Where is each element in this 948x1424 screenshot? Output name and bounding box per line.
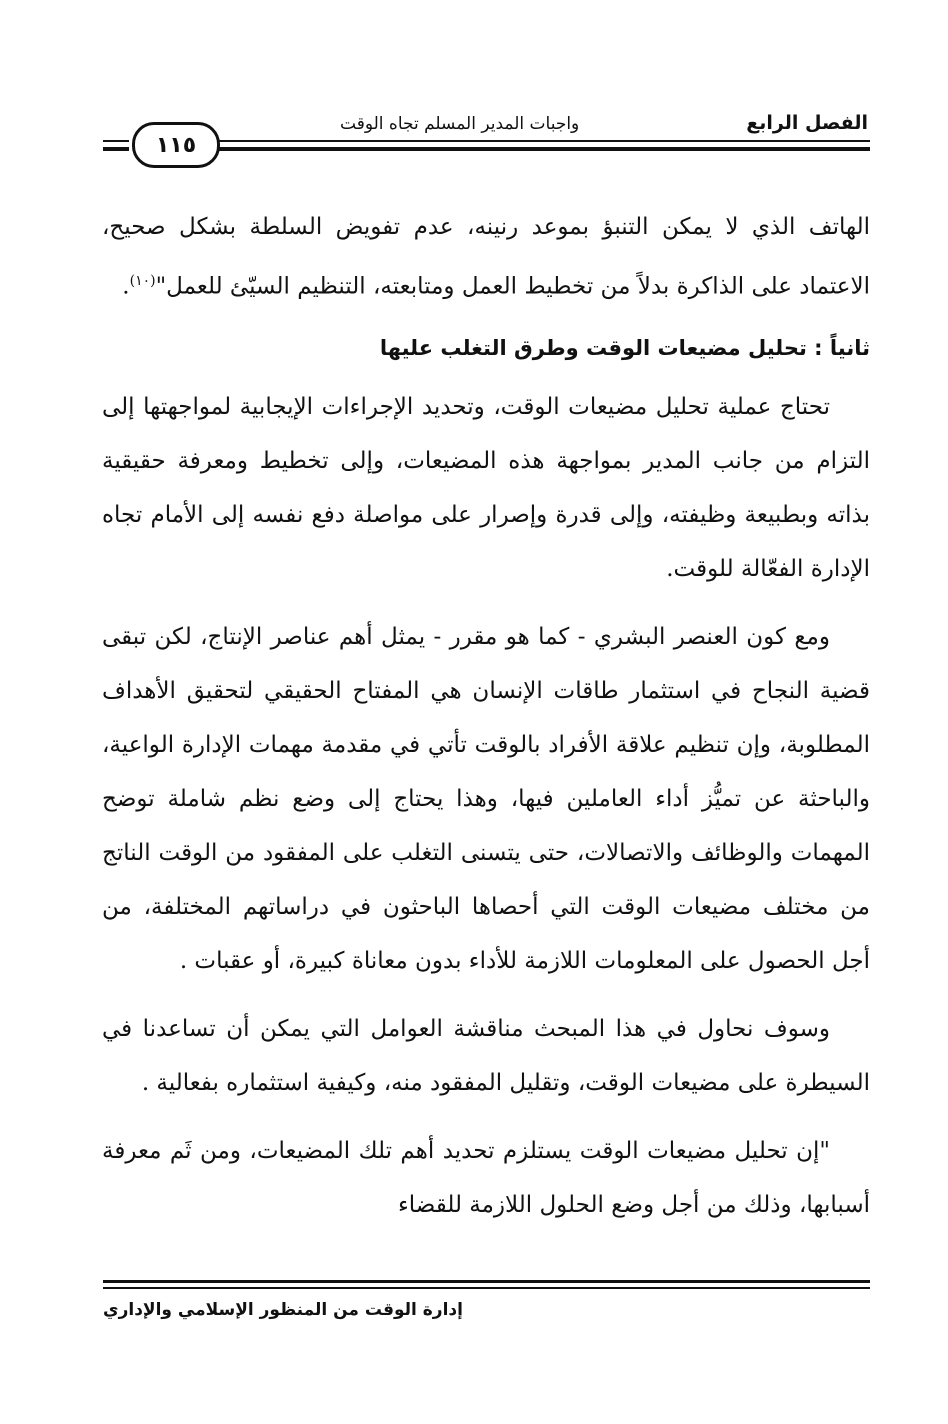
- running-header-title: واجبات المدير المسلم تجاه الوقت: [340, 114, 580, 134]
- paragraph-text: الهاتف الذي لا يمكن التنبؤ بموعد رنينه، عدم تفويض السلطة بشكل صحيح، الاعتماد على الذاكرة بدلاً من تخطيط العمل ومتابعته، التنظيم السيّئ للعمل": [102, 214, 870, 300]
- footer-rule-thin: [103, 1287, 870, 1289]
- header-rule-left-bottom: [103, 147, 129, 151]
- paragraph: "إن تحليل مضيعات الوقت يستلزم تحديد أهم تلك المضيعات، ومن ثَم معرفة أسبابها، وذلك من أجل وضع الحلول اللازمة للقضاء: [102, 1137, 870, 1218]
- chapter-title: الفصل الرابع: [746, 112, 868, 134]
- header-rule-bottom: [216, 147, 870, 151]
- footnote-reference: (١٠): [129, 273, 156, 289]
- header-rule-left-top: [103, 140, 129, 142]
- book-title-footer: إدارة الوقت من المنظور الإسلامي والإداري: [103, 1300, 463, 1320]
- footer-rule: [103, 1280, 870, 1283]
- page-number: ١١٥: [132, 122, 220, 168]
- paragraph-end: .: [122, 273, 130, 300]
- paragraph: ومع كون العنصر البشري - كما هو مقرر - يمثل أهم عناصر الإنتاج، لكن تبقى قضية النجاح في استثمار طاقات الإنسان هي المفتاح الحقيقي لتحقيق الأهداف المطلوبة، وإن تنظيم علاقة الأفراد بالوقت تأتي في مقدمة مهمات الإدارة الواعية، والباحثة عن تميُّز أداء العاملين فيها، وهذا يحتاج إلى وضع نظم شاملة توضح المهمات والوظائف والاتصالات، حتى يتسنى التغلب على المفقود من الوقت الناتج من مختلف مضيعات الوقت التي أحصاها الباحثون في دراساتهم المختلفة، من أجل الحصول على المعلومات اللازمة للأداء بدون معاناة كبيرة، أو عقبات .: [102, 623, 870, 974]
- paragraph: تحتاج عملية تحليل مضيعات الوقت، وتحديد الإجراءات الإيجابية لمواجهتها إلى التزام من جانب المدير بمواجهة هذه المضيعات، وإلى تخطيط ومعرفة حقيقية بذاته وبطبيعة وظيفته، وإلى قدرة وإصرار على مواصلة دفع نفسه إلى الأمام تجاه الإدارة الفعّالة للوقت.: [102, 393, 870, 582]
- paragraph: وسوف نحاول في هذا المبحث مناقشة العوامل التي يمكن أن تساعدنا في السيطرة على مضيعات الوقت، وتقليل المفقود منه، وكيفية استثماره بفعالية .: [102, 1015, 870, 1096]
- section-heading: ثانياً : تحليل مضيعات الوقت وطرق التغلب عليها: [379, 335, 870, 360]
- page-body: [102, 200, 870, 1246]
- paragraph-continuation: [102, 200, 870, 314]
- header-rule-top: [216, 140, 870, 142]
